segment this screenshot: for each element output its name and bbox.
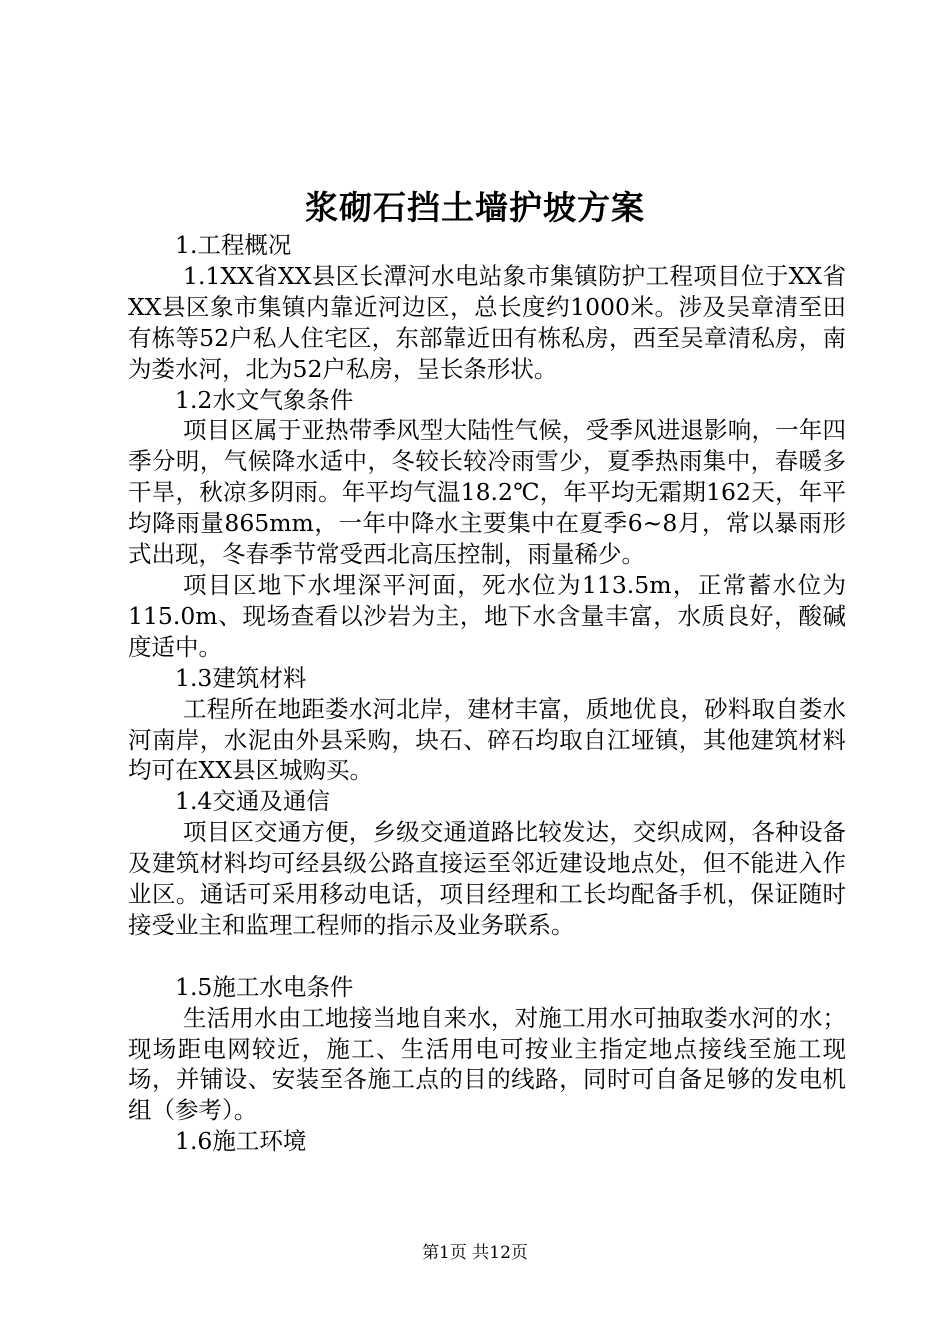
blank-line <box>128 941 846 972</box>
paragraph-climate: 项目区属于亚热带季风型大陆性气候，受季风进退影响，一年四季分明，气候降水适中，冬较长较冷雨雪少，夏季热雨集中，春暖多干旱，秋凉多阴雨。年平均气温18.2℃，年平均无霜期162天，年平均降雨量865mm，一年中降水主要集中在夏季6~8月，常以暴雨形式出现，冬春季节常受西北高压控制，雨量稀少。 <box>128 416 846 569</box>
paragraph-groundwater: 项目区地下水埋深平河面，死水位为113.5m，正常蓄水位为115.0m、现场查看以沙岩为主，地下水含量丰富，水质良好，酸碱度适中。 <box>128 570 846 661</box>
section-heading-1-3: 1.3建筑材料 <box>175 663 307 692</box>
page-footer: 第1页 共12页 <box>422 1243 528 1263</box>
paragraph-materials: 工程所在地距娄水河北岸，建材丰富，质地优良，砂料取自娄水河南岸，水泥由外县采购，块石、碎石均取自江垭镇，其他建筑材料均可在XX县区城购买。 <box>128 694 846 785</box>
section-heading-1-4: 1.4交通及通信 <box>175 787 330 816</box>
paragraph-transport: 项目区交通方便，乡级交通道路比较发达，交织成网，各种设备及建筑材料均可经县级公路直接运至邻近建设地点处，但不能进入作业区。通话可采用移动电话，项目经理和工长均配备手机，保证随时接受业主和监理工程师的指示及业务联系。 <box>128 818 846 939</box>
paragraph-water-power: 生活用水由工地接当地自来水，对施工用水可抽取娄水河的水；现场距电网较近，施工、生活用电可按业主指定地点接线至施工现场，并铺设、安装至各施工点的目的线路，同时可自备足够的发电机组（参考）。 <box>128 1003 846 1125</box>
paragraph-project-location: 1.1XX省XX县区长潭河水电站象市集镇防护工程项目位于XX省XX县区象市集镇内靠近河边区，总长度约1000米。涉及吴章清至田有栋等52户私人住宅区，东部靠近田有栋私房，西至吴章清私房，南为娄水河，北为52户私房，呈长条形状。 <box>128 261 846 383</box>
document-body <box>128 230 846 1157</box>
document-title: 浆砌石挡土墙护坡方案 <box>305 188 645 227</box>
section-heading-1-5: 1.5施工水电条件 <box>175 972 354 1001</box>
section-heading-1-6: 1.6施工环境 <box>175 1127 307 1156</box>
section-heading-1: 1.工程概况 <box>175 231 292 259</box>
section-heading-1-2: 1.2水文气象条件 <box>175 385 354 414</box>
